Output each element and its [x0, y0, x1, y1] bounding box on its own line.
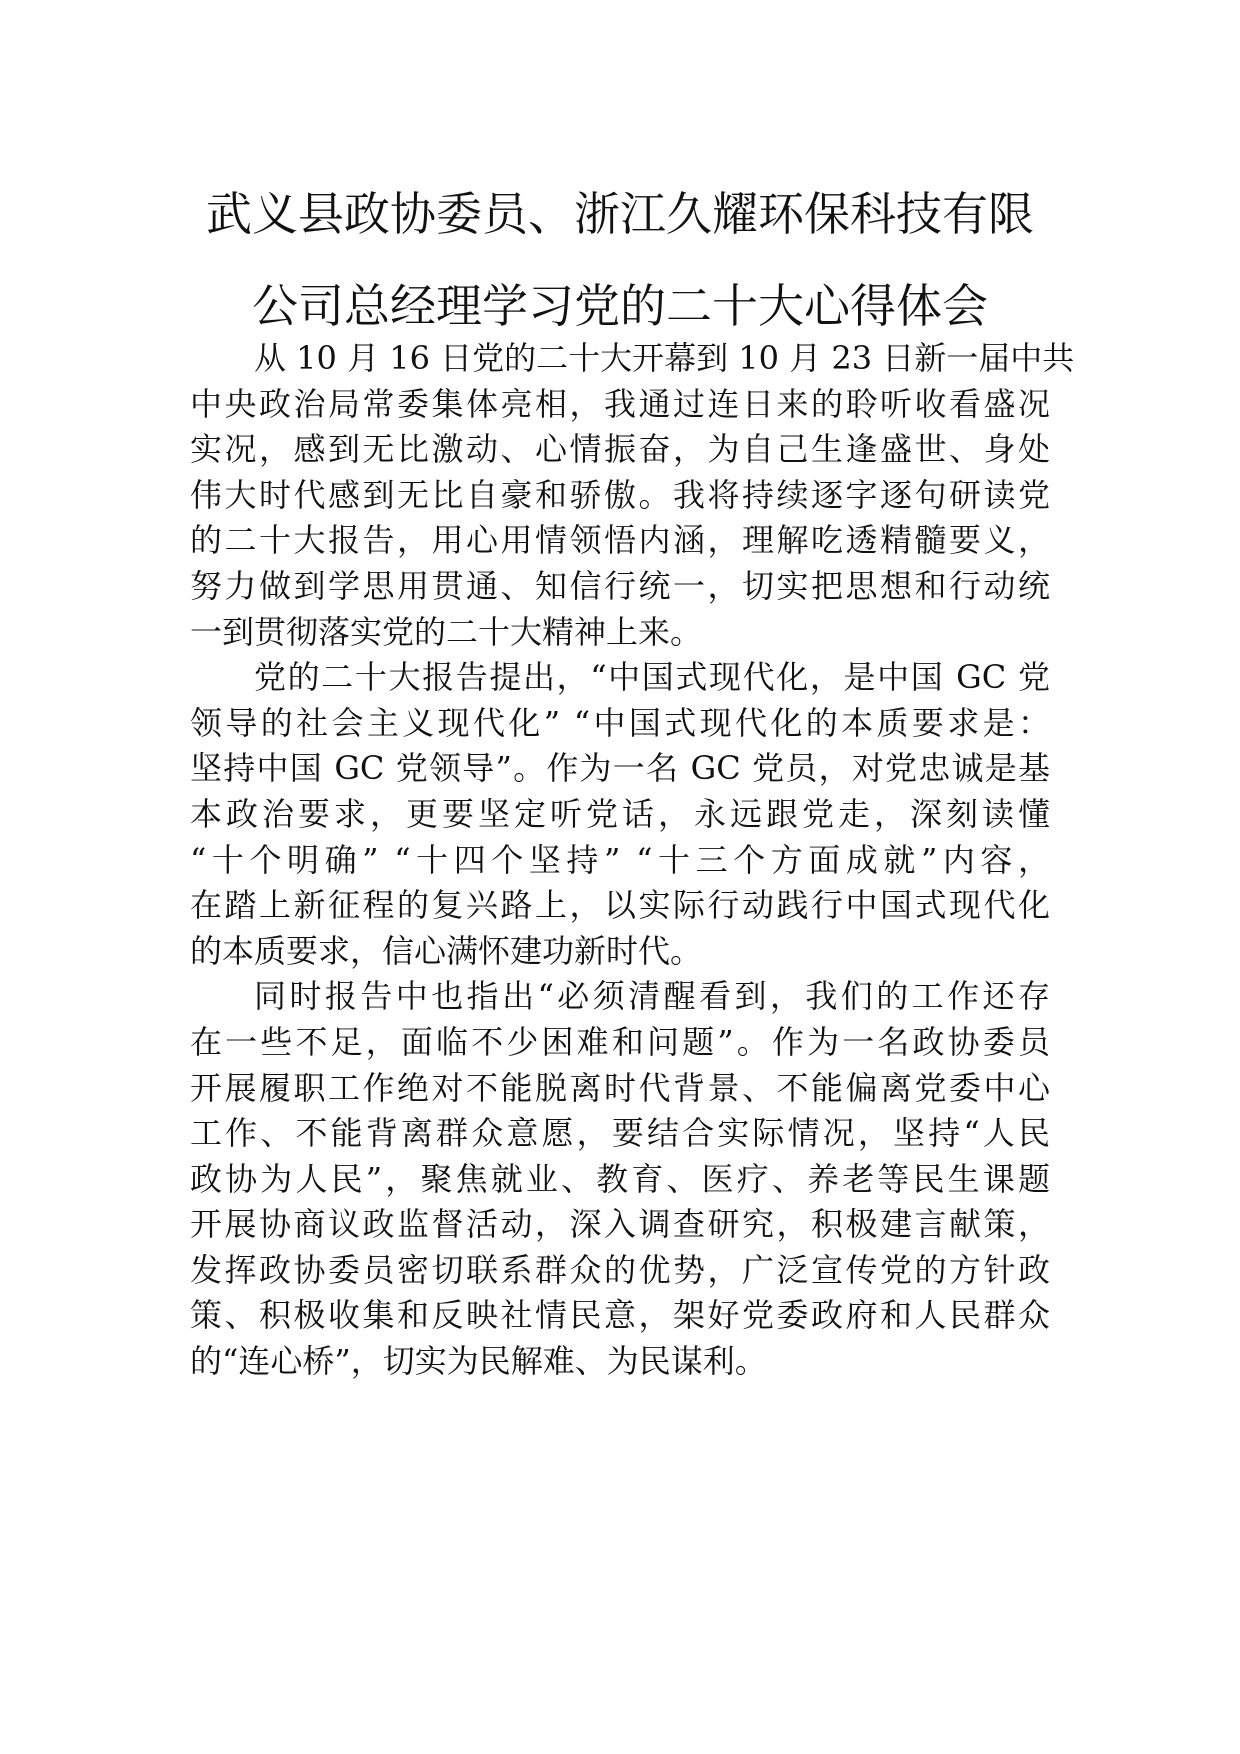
paragraph-line: 开展协商议政监督活动，深入调查研究，积极建言献策，: [190, 1205, 1050, 1244]
paragraph-line: 努力做到学思用贯通、知信行统一，切实把思想和行动统: [190, 566, 1050, 605]
paragraph-line: 中央政治局常委集体亮相，我通过连日来的聆听收看盛况: [190, 384, 1050, 423]
paragraph-line: 领导的社会主义现代化” “中国式现代化的本质要求是：: [190, 703, 1050, 742]
paragraph-line: 伟大时代感到无比自豪和骄傲。我将持续逐字逐句研读党: [190, 475, 1050, 514]
paragraph-line: 开展履职工作绝对不能脱离时代背景、不能偏离党委中心: [190, 1068, 1050, 1107]
paragraph-line: 的本质要求，信心满怀建功新时代。: [190, 931, 703, 970]
paragraph-1: [190, 336, 1075, 655]
paragraph-line: 工作、不能背离群众意愿，要结合实际情况，坚持“人民: [190, 1114, 1050, 1153]
paragraph-3: [190, 974, 1050, 1384]
paragraph-line: 发挥政协委员密切联系群众的优势，广泛宣传党的方针政: [190, 1250, 1050, 1289]
paragraph-line: 本政治要求，更要坚定听党话，永远跟党走，深刻读懂: [190, 794, 1050, 833]
paragraph-line: 在踏上新征程的复兴路上，以实际行动践行中国式现代化: [190, 886, 1050, 925]
paragraph-line: 坚持中国 GC 党领导”。作为一名 GC 党员，对党忠诚是基: [190, 749, 1050, 788]
document-title: [150, 168, 1090, 352]
paragraph-line: 政协为人民”，聚焦就业、教育、医疗、养老等民生课题: [190, 1159, 1050, 1198]
paragraph-line: 在一些不足，面临不少困难和问题”。作为一名政协委员: [190, 1022, 1050, 1061]
paragraph-line: 实况，感到无比激动、心情振奋，为自己生逢盛世、身处: [190, 430, 1050, 469]
paragraph-line: 一到贯彻落实党的二十大精神上来。: [190, 612, 703, 651]
paragraph-line: 党的二十大报告提出，“中国式现代化，是中国 GC 党: [254, 658, 1050, 697]
paragraph-line: 的二十大报告，用心用情领悟内涵，理解吃透精髓要义，: [190, 521, 1050, 560]
title-line-1: 武义县政协委员、浙江久耀环保科技有限: [206, 187, 1034, 241]
title-line-2: 公司总经理学习党的二十大心得体会: [252, 279, 988, 333]
paragraph-line: 从 10 月 16 日党的二十大开幕到 10 月 23 日新一届中共: [254, 339, 1075, 377]
paragraph-line: 的“连心桥”，切实为民解难、为民谋利。: [190, 1342, 767, 1381]
paragraph-2: [190, 655, 1050, 974]
paragraph-line: “十个明确” “十四个坚持” “十三个方面成就”内容，: [190, 840, 1050, 879]
paragraph-line: 策、积极收集和反映社情民意，架好党委政府和人民群众: [190, 1296, 1050, 1335]
document-body: [190, 336, 1075, 1385]
paragraph-line: 同时报告中也指出“必须清醒看到，我们的工作还存: [254, 977, 1050, 1016]
